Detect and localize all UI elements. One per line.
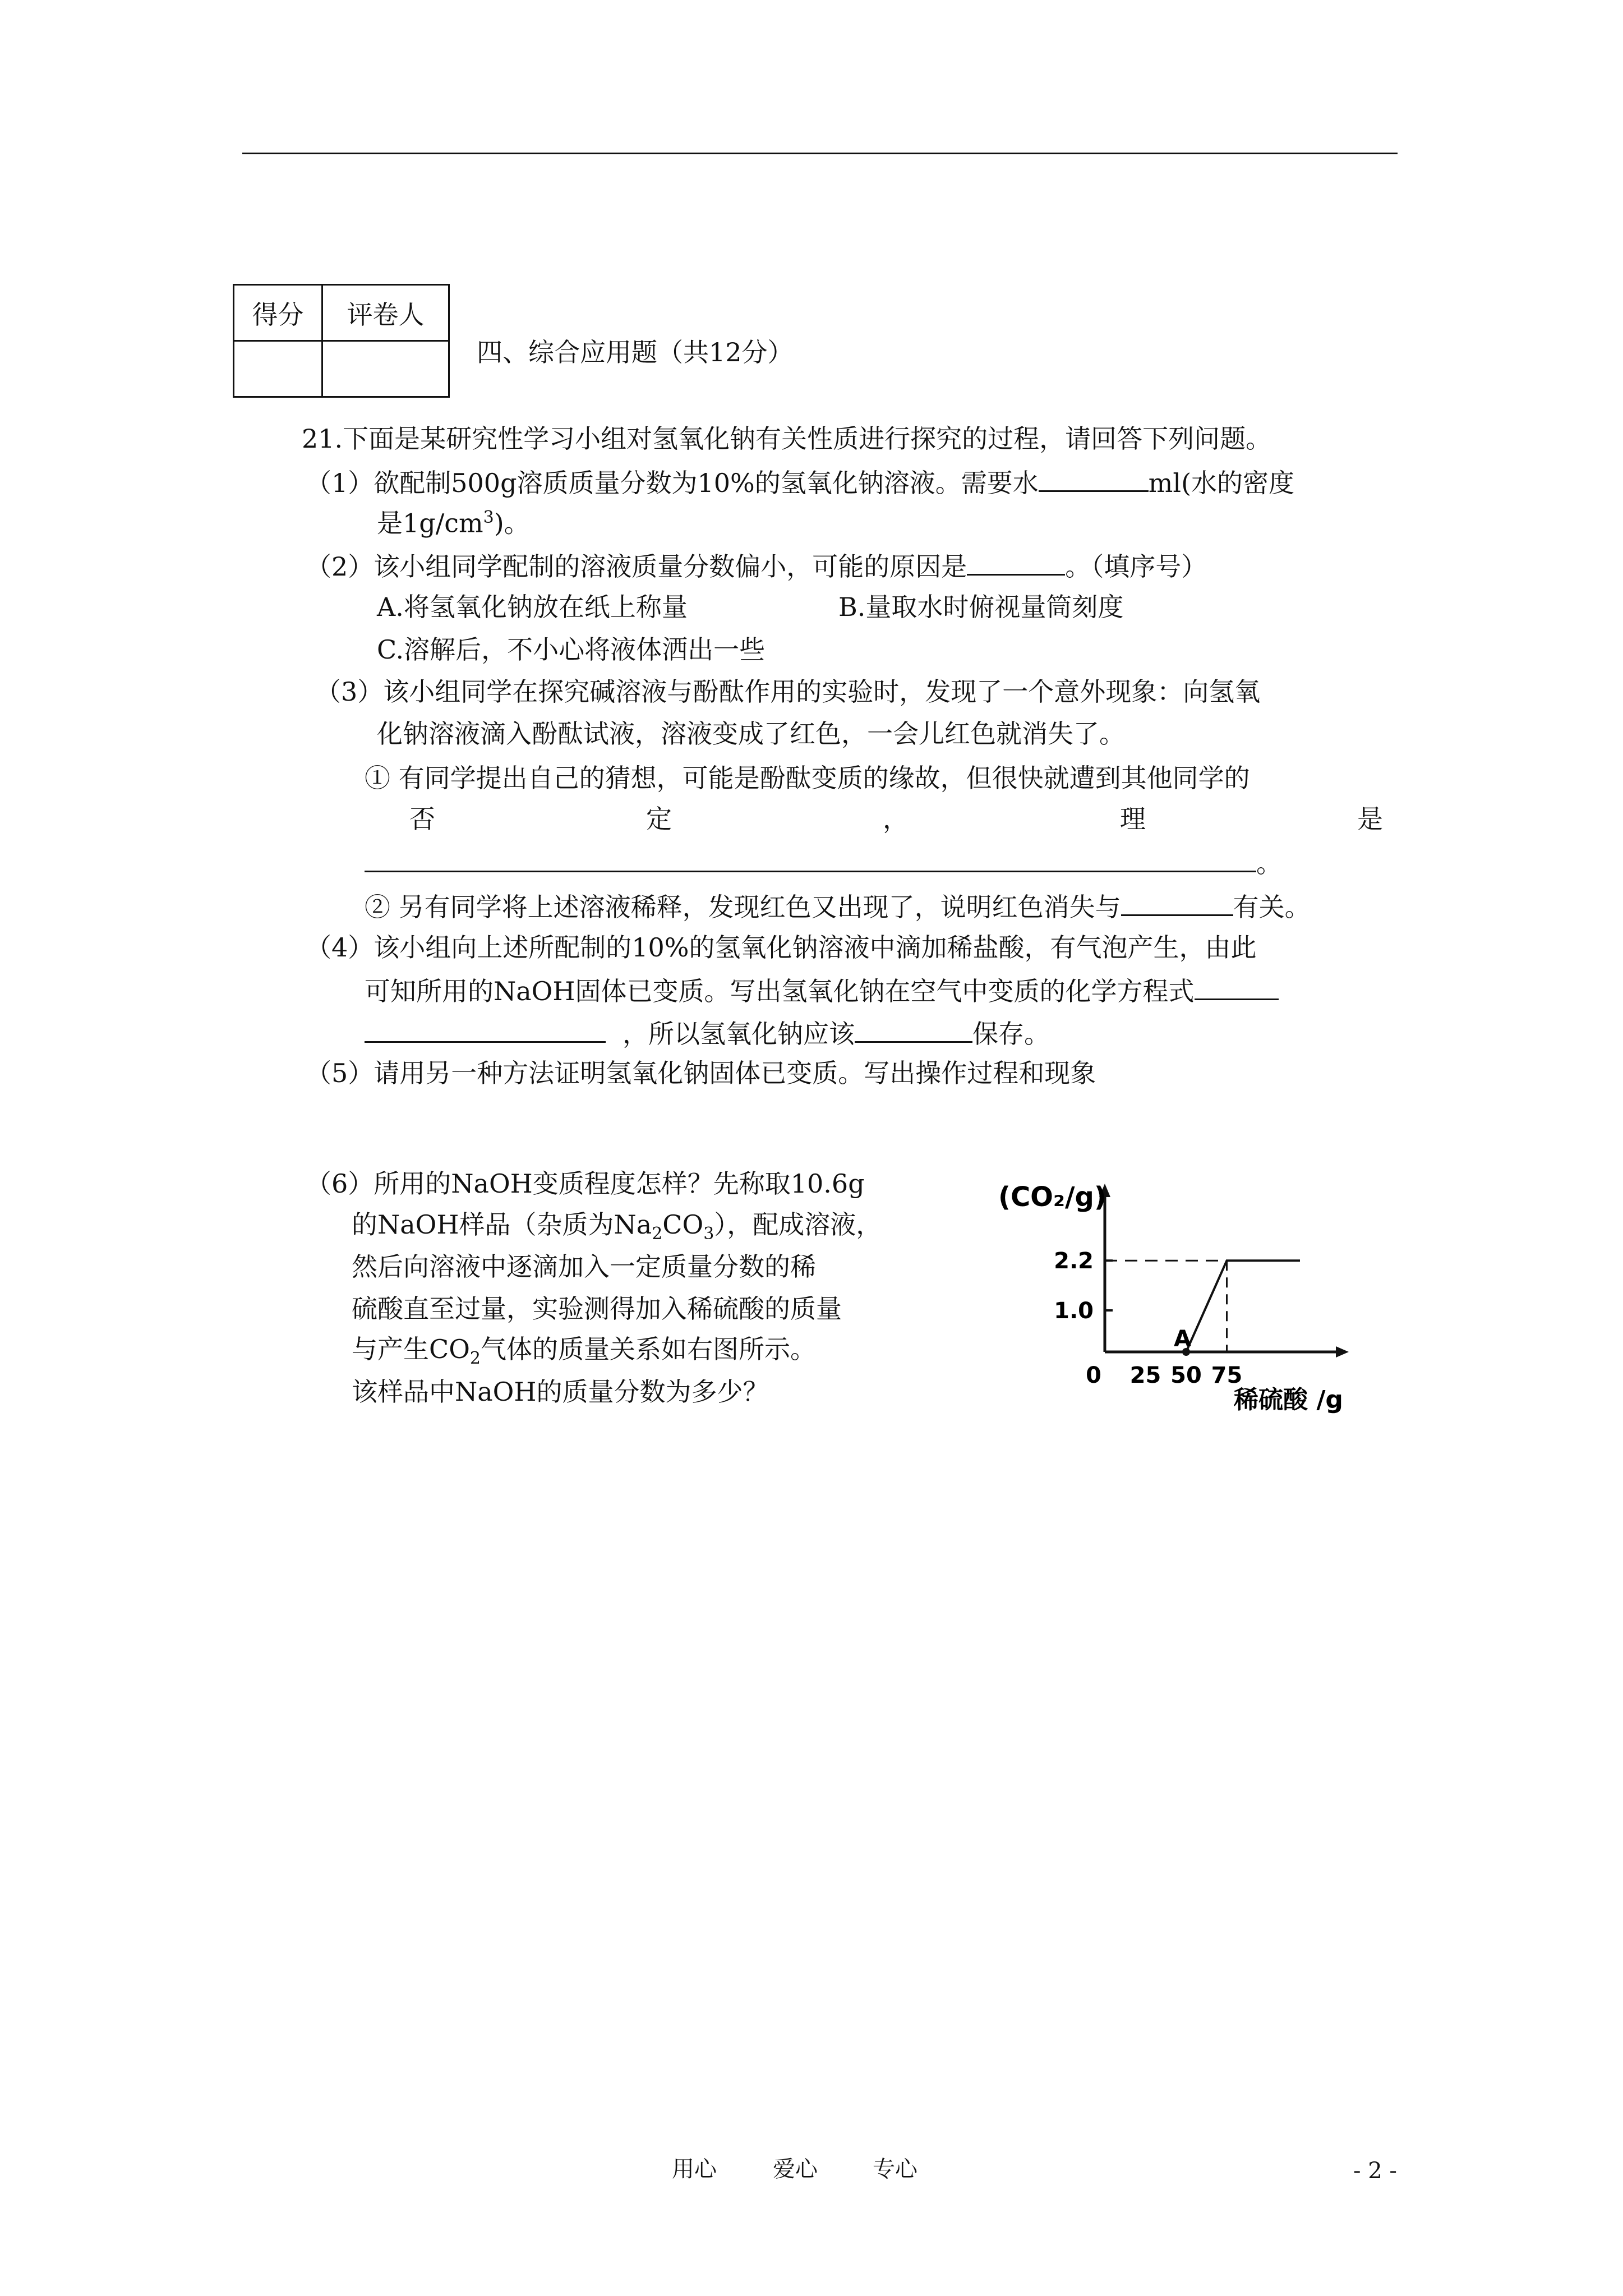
related-factor-blank[interactable] [1121,892,1233,916]
part-3-ii-text-a: ② 另有同学将上述溶液稀释，发现红色又出现了，说明红色消失与 [365,892,1121,922]
part-3-i-end: 。 [1256,848,1282,878]
part-1-text-b: ml(水的密度 [1148,468,1295,498]
chart-ylabel: (CO₂/g) [998,1181,1106,1213]
x-tick-label: 0 [1086,1363,1101,1388]
part-6-text-2b: CO [662,1209,704,1240]
water-volume-blank[interactable] [1039,468,1149,492]
part-6-text-5b: 气体的质量关系如右图所示。 [481,1334,817,1364]
x-tick-label: 75 [1211,1363,1243,1388]
x-tick-label: 25 [1129,1363,1161,1388]
part-3-i-word-4: 理 [1120,804,1146,834]
score-table [233,284,450,398]
part-4-text-b: 可知所用的NaOH固体已变质。写出氢氧化钠在空气中变质的化学方程式 [365,976,1195,1006]
part-3-ii-text-b: 有关。 [1233,892,1311,922]
option-c: C.溶解后，不小心将液体洒出一些 [377,634,766,665]
part-3-i-word-2: 定 [646,804,672,834]
part-3-i-word-3: ， [883,804,909,834]
point-a-label: A [1174,1326,1191,1352]
storage-blank[interactable] [855,1019,972,1043]
page-number: - 2 - [1353,2158,1397,2184]
part-3-ii-line [365,892,1311,920]
part-4-line-1: （4）该小组向上述所配制的10%的氢氧化钠溶液中滴加稀盐酸，有气泡产生，由此 [306,932,1257,963]
section-title: 四、综合应用题（共12分） [477,337,794,367]
part-4-text-c: ，所以氢氧化钠应该 [623,1019,855,1049]
part-6-text-2c: ），配成溶液， [714,1209,882,1240]
part-1-line-2 [377,508,530,539]
equation-blank-1[interactable] [1195,976,1279,1000]
x-axis-arrow [1336,1346,1349,1358]
part-6-text-5a: 与产生CO [352,1334,470,1364]
part-6-line-5 [352,1336,816,1367]
part-6-line-1: （6）所用的NaOH变质程度怎样？先称取10.6g [306,1168,865,1199]
part-3-i-word-1: 否 [409,804,435,834]
part-1-sup: 3 [483,508,494,527]
score-header: 得分 [234,285,322,341]
y-tick-label: 1.0 [1054,1298,1094,1324]
part-2-text-a: （2）该小组同学配制的溶液质量分数偏小，可能的原因是 [306,551,967,582]
part-1-text-c: 是1g/cm [377,508,483,539]
part-6-sub-3: 2 [469,1349,481,1369]
part-3-i-line-1: ① 有同学提出自己的猜想，可能是酚酞变质的缘故，但很快就遭到其他同学的 [365,763,1250,793]
option-a: A.将氢氧化钠放在纸上称量 [377,592,688,622]
part-1-text-a: （1）欲配制500g溶质质量分数为10%的氢氧化钠溶液。需要水 [306,468,1039,498]
part-4-line-2 [365,976,1279,1004]
part-3-line-1: （3）该小组同学在探究碱溶液与酚酞作用的实验时，发现了一个意外现象：向氢氧 [315,677,1261,707]
y-tick-label: 2.2 [1054,1248,1094,1274]
reason-long-blank[interactable] [365,848,1256,872]
footer-left: 用心 [672,2156,717,2182]
header-rule [242,153,1398,154]
part-6-text-2a: 的NaOH样品（杂质为Na [352,1209,652,1240]
part-6-sub-1: 2 [652,1224,663,1244]
part-2-text-b: 。（填序号） [1065,551,1207,582]
part-6-line-3: 然后向溶液中逐滴加入一定质量分数的稀 [352,1251,816,1282]
part-3-i-word-5: 是 [1357,804,1383,834]
co2-chart [953,1161,1458,1442]
part-6-line-2 [352,1209,882,1244]
part-6-line-6: 该样品中NaOH的质量分数为多少？ [352,1377,769,1407]
part-4-text-d: 保存。 [972,1019,1050,1049]
score-cell[interactable] [234,341,322,397]
grader-header: 评卷人 [322,285,449,341]
x-tick-label: 50 [1170,1363,1202,1388]
part-6-sub-2: 3 [703,1224,714,1244]
grader-cell[interactable] [322,341,449,397]
footer-right: 专心 [873,2156,917,2182]
chart-xlabel: 稀硫酸 /g [1234,1386,1343,1414]
series-line [1186,1260,1300,1352]
question-stem: 21.下面是某研究性学习小组对氢氧化钠有关性质进行探究的过程，请回答下列问题。 [302,424,1272,454]
equation-blank-2[interactable] [365,1019,606,1043]
part-1-text-d: )。 [494,508,530,539]
part-3-line-2: 化钠溶液滴入酚酞试液，溶液变成了红色，一会儿红色就消失了。 [377,719,1125,749]
footer-mid: 爱心 [773,2156,818,2182]
part-3-i-line-3 [365,848,1282,876]
part-5-line: （5）请用另一种方法证明氢氧化钠固体已变质。写出操作过程和现象 [306,1058,1096,1088]
option-b: B.量取水时俯视量筒刻度 [838,592,1124,622]
reason-blank[interactable] [967,551,1065,576]
part-1-line-1 [306,468,1294,496]
part-6-line-4: 硫酸直至过量，实验测得加入稀硫酸的质量 [352,1294,842,1324]
part-2-line-1 [306,551,1207,582]
part-4-line-3 [365,1019,1050,1047]
